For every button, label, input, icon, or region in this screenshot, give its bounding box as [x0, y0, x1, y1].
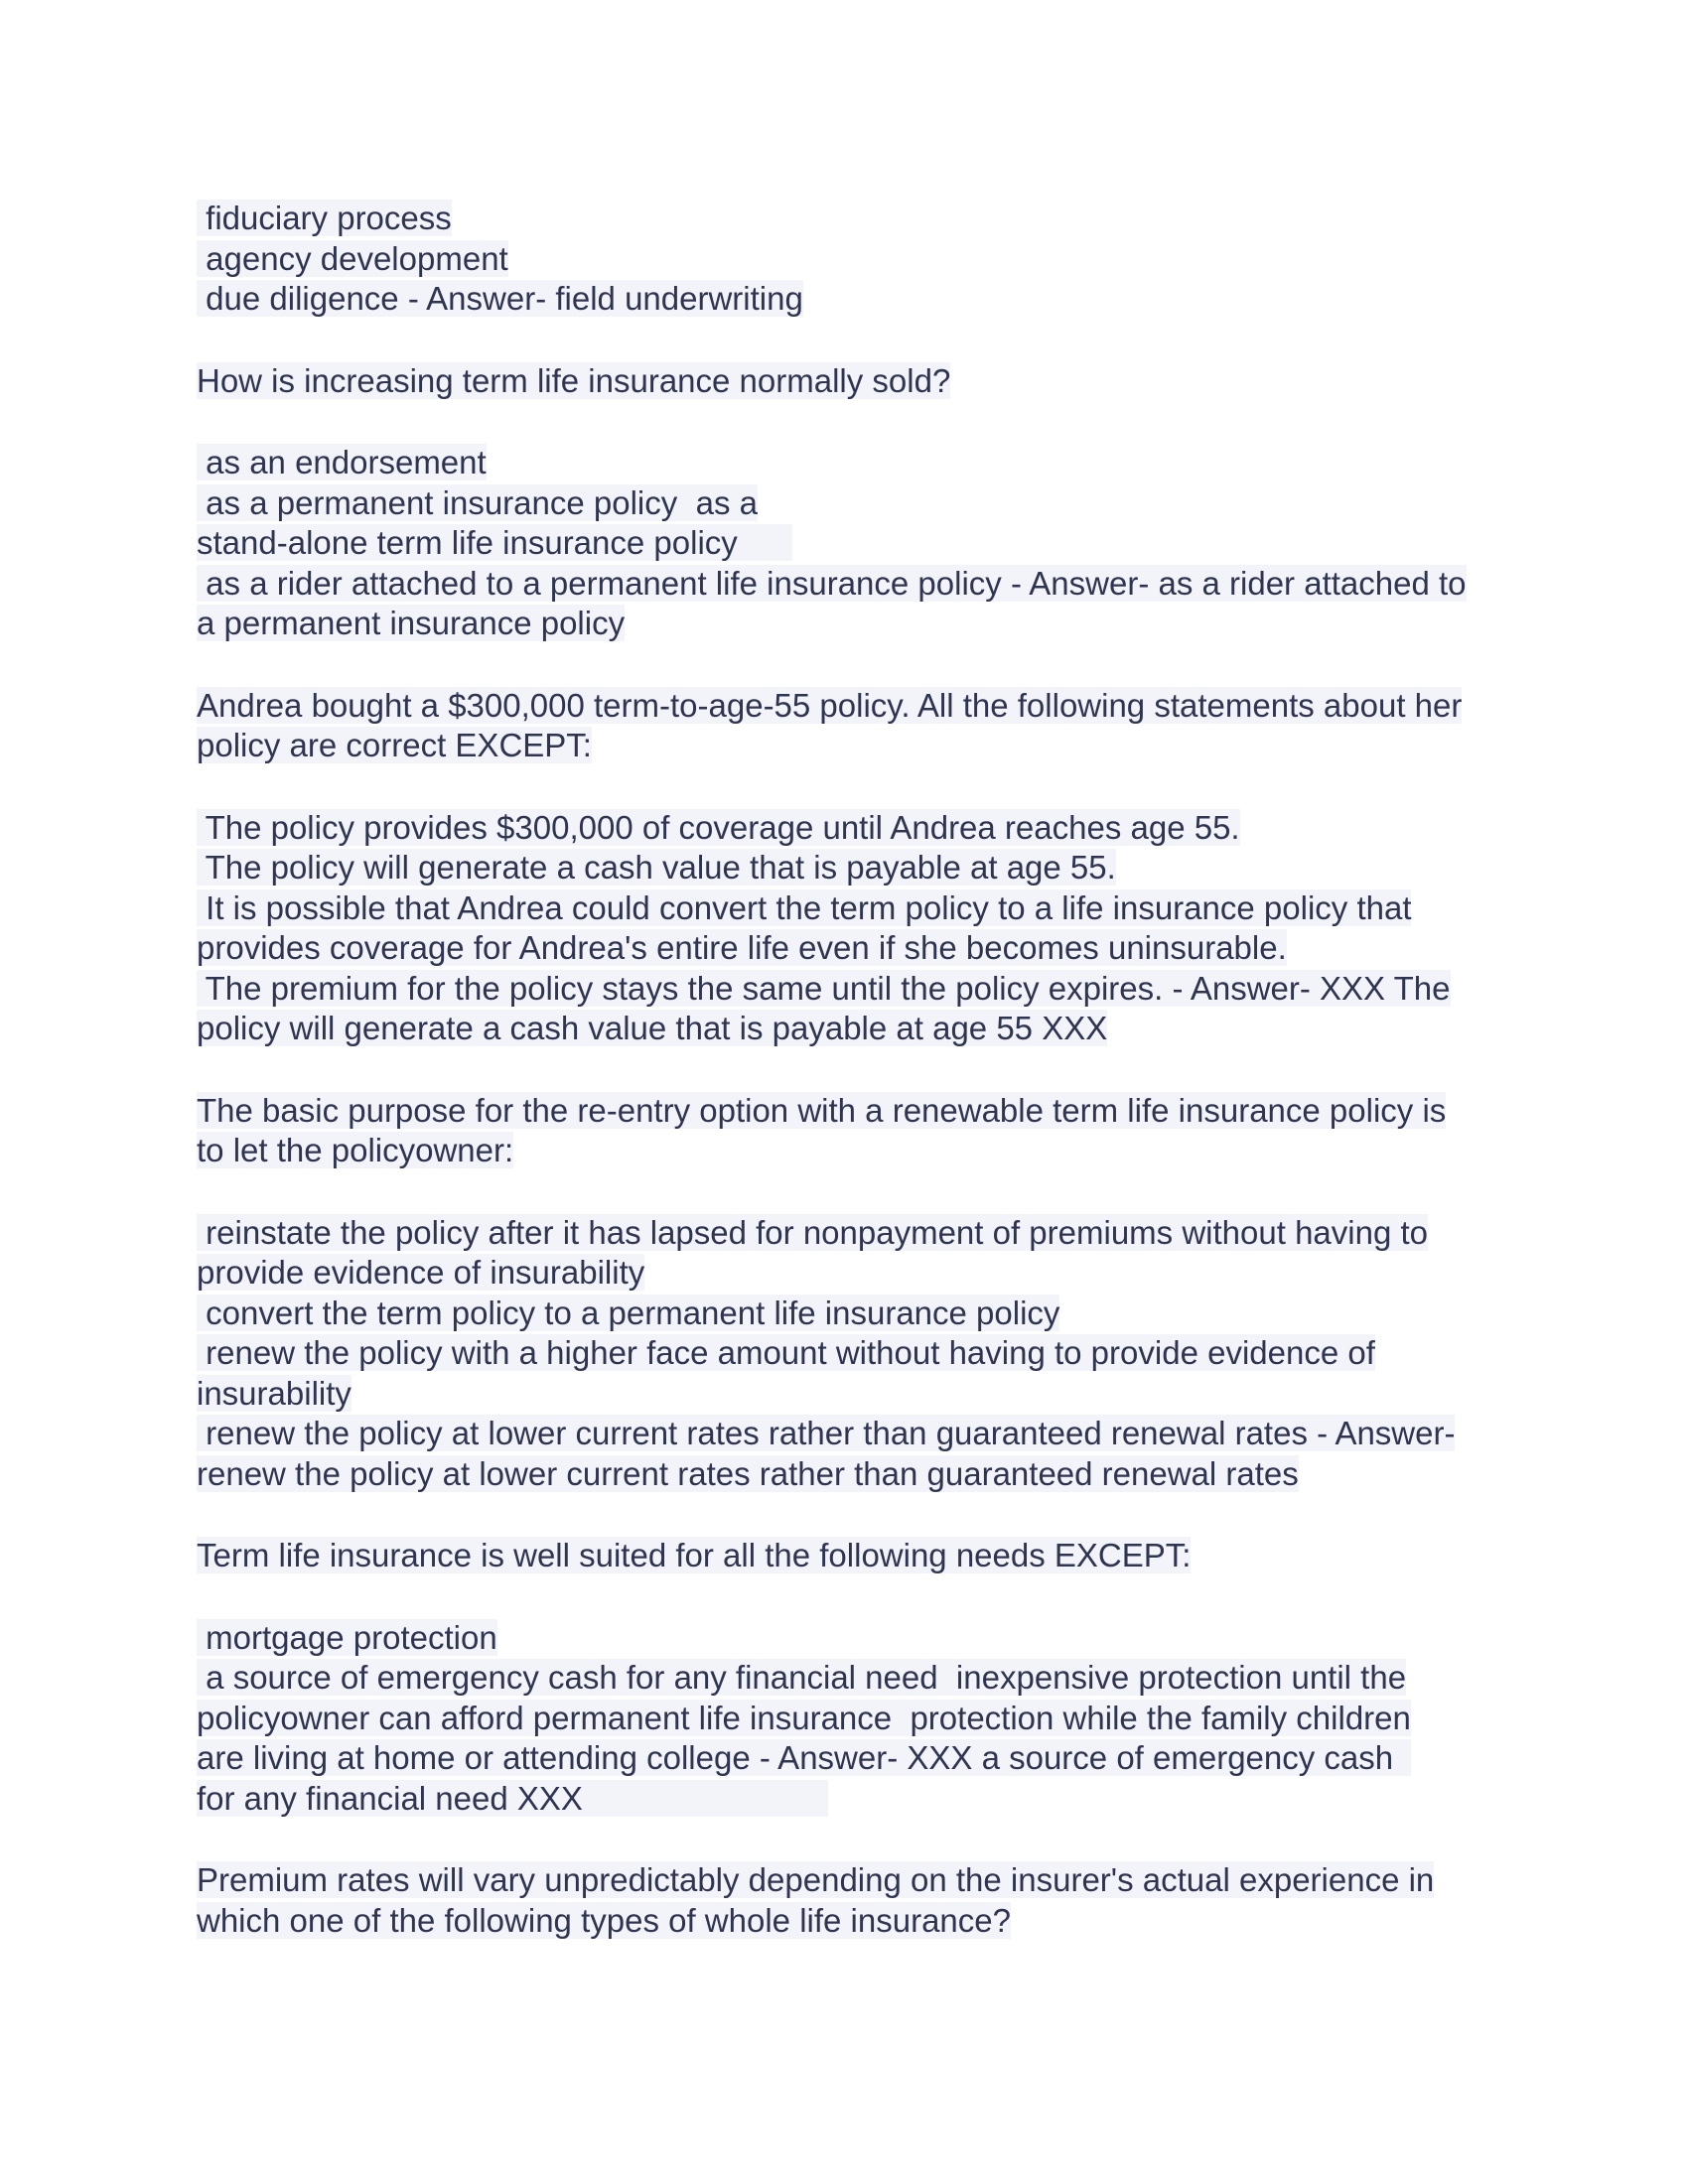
text-line: agency development	[197, 239, 508, 277]
text-line: renew the policy with a higher face amount without having to provide evidence of	[197, 1334, 1375, 1371]
text-line: reinstate the policy after it has lapsed for nonpayment of premiums without having to	[197, 1213, 1428, 1251]
paragraph-gap	[197, 320, 1497, 361]
text-line: due diligence - Answer- field underwriting	[197, 280, 803, 317]
text-line: convert the term policy to a permanent life insurance policy	[197, 1294, 1060, 1331]
answer-options-block	[197, 1213, 1497, 1495]
question-block	[197, 361, 1497, 402]
text-line: provides coverage for Andrea's entire life even if she becomes uninsurable.	[197, 929, 1287, 966]
paragraph-gap	[197, 1494, 1497, 1536]
text-line: fiduciary process	[197, 200, 452, 236]
paragraph-gap	[197, 401, 1497, 443]
paragraph-gap	[197, 1576, 1497, 1618]
text-line: mortgage protection	[197, 1618, 497, 1656]
question-block	[197, 1536, 1497, 1576]
text-line: insurability	[197, 1374, 352, 1412]
text-line: a source of emergency cash for any financial need inexpensive protection until the	[197, 1659, 1407, 1696]
text-line: as a permanent insurance policy as a	[197, 483, 758, 521]
paragraph-gap	[197, 1049, 1497, 1091]
paragraph-gap	[197, 1171, 1497, 1213]
text-line: stand-alone term life insurance policy	[197, 524, 792, 561]
text-line: are living at home or attending college - Answer- XXX a source of emergency cash	[197, 1739, 1412, 1776]
text-line: renew the policy at lower current rates rather than guaranteed renewal rates - Answer-	[197, 1415, 1456, 1451]
text-line: The premium for the policy stays the same until the policy expires. - Answer- XXX The	[197, 969, 1451, 1007]
text-line: Premium rates will vary unpredictably depending on the insurer's actual experience in	[197, 1861, 1435, 1898]
question-block	[197, 686, 1497, 766]
document-content	[197, 199, 1497, 1941]
text-line: It is possible that Andrea could convert the term policy to a life insurance policy that	[197, 888, 1412, 926]
paragraph-gap	[197, 766, 1497, 808]
text-line: Term life insurance is well suited for all the following needs EXCEPT:	[197, 1537, 1192, 1573]
text-line: as a rider attached to a permanent life insurance policy - Answer- as a rider attached to	[197, 564, 1467, 602]
text-line: for any financial need XXX	[197, 1779, 829, 1817]
text-line: The policy provides $300,000 of coverage until Andrea reaches age 55.	[197, 808, 1240, 846]
question-block	[197, 1860, 1497, 1941]
answer-options-block	[197, 443, 1497, 644]
answer-options-block	[197, 1618, 1497, 1820]
text-line: a permanent insurance policy	[197, 605, 626, 641]
paragraph-gap	[197, 644, 1497, 686]
text-line: to let the policyowner:	[197, 1132, 514, 1168]
text-line: provide evidence of insurability	[197, 1254, 645, 1291]
answer-options-block	[197, 199, 1497, 320]
text-line: policy will generate a cash value that is payable at age 55 XXX	[197, 1010, 1108, 1046]
paragraph-gap	[197, 1819, 1497, 1860]
text-line: How is increasing term life insurance normally sold?	[197, 361, 951, 399]
text-line: Andrea bought a $300,000 term-to-age-55 policy. All the following statements about her	[197, 686, 1463, 724]
text-line: renew the policy at lower current rates rather than guaranteed renewal rates	[197, 1454, 1299, 1492]
text-line: The policy will generate a cash value that is payable at age 55.	[197, 849, 1116, 886]
text-line: The basic purpose for the re-entry option with a renewable term life insurance policy is	[197, 1091, 1447, 1129]
text-line: as an endorsement	[197, 444, 487, 480]
text-line: policyowner can afford permanent life insurance protection while the family children	[197, 1699, 1411, 1736]
text-line: policy are correct EXCEPT:	[197, 727, 592, 763]
answer-options-block	[197, 808, 1497, 1049]
text-line: which one of the following types of whole life insurance?	[197, 1901, 1011, 1939]
question-block	[197, 1091, 1497, 1171]
